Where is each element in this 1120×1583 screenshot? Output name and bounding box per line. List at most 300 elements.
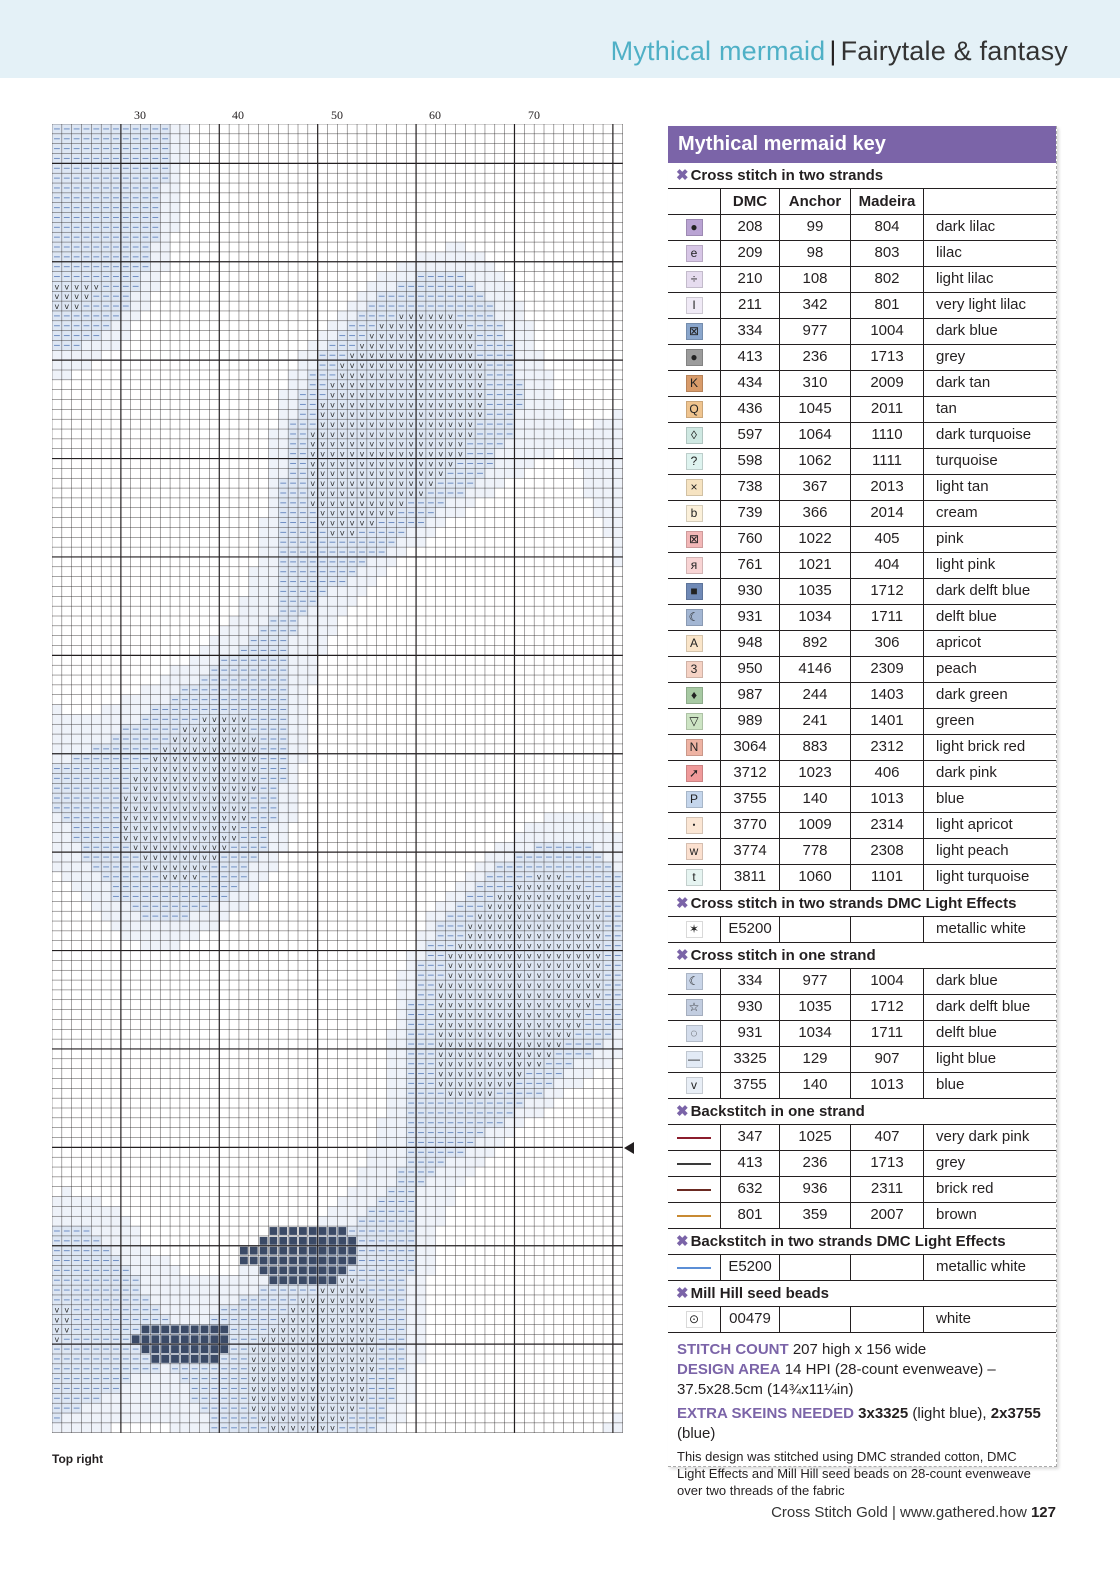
anchor-code: 1022 [780,527,851,552]
svg-text:v: v [339,390,345,400]
thread-symbol-icon: ? [686,453,703,470]
thread-symbol-icon: ☾ [686,609,703,626]
svg-text:v: v [379,449,385,459]
svg-text:v: v [536,872,542,882]
svg-text:v: v [143,813,148,823]
svg-text:v: v [448,1049,453,1059]
svg-text:v: v [320,410,325,420]
svg-text:v: v [428,469,434,479]
svg-text:v: v [339,361,345,370]
svg-text:v: v [448,331,453,341]
svg-text:v: v [477,1030,483,1040]
dmc-code: 632 [721,1177,780,1202]
madeira-code [851,917,924,942]
svg-text:v: v [438,459,444,469]
svg-text:v: v [457,1039,463,1049]
svg-text:v: v [457,980,463,990]
svg-text:v: v [221,744,227,754]
cross-icon: ✖ [676,1103,689,1120]
dmc-code: 989 [721,709,780,734]
svg-text:v: v [133,793,139,803]
svg-text:v: v [595,990,601,1000]
svg-text:v: v [418,429,424,439]
svg-text:v: v [448,1030,453,1040]
svg-text:v: v [536,892,542,902]
svg-text:v: v [389,469,394,479]
center-marker-arrow-icon [624,1142,634,1154]
svg-text:v: v [369,420,375,430]
anchor-code: 977 [780,319,851,344]
svg-text:v: v [408,479,414,489]
svg-text:v: v [398,370,404,380]
cross-icon: ✖ [676,895,689,912]
svg-text:v: v [369,410,375,420]
thread-name: grey [936,348,966,365]
svg-text:v: v [497,1020,503,1030]
svg-text:v: v [320,449,325,459]
madeira-code: 1004 [851,969,924,994]
svg-text:v: v [398,439,404,449]
svg-text:v: v [477,1069,483,1079]
svg-text:v: v [143,862,148,872]
svg-text:v: v [221,843,227,853]
svg-text:v: v [457,990,463,1000]
dmc-code: E5200 [721,1255,780,1280]
svg-text:v: v [517,980,522,990]
svg-text:v: v [507,980,512,990]
svg-text:v: v [438,1010,444,1020]
svg-text:v: v [408,341,414,351]
svg-text:v: v [507,902,512,912]
svg-text:v: v [389,488,394,498]
svg-text:v: v [428,449,434,459]
anchor-code: 1025 [780,1125,851,1150]
svg-text:v: v [546,1000,552,1010]
dmc-code: 987 [721,683,780,708]
thread-name: very light lilac [936,296,1027,313]
extra-skein-b: 2x3755 [990,1405,1041,1422]
svg-text:v: v [477,941,483,951]
thread-name: light pink [936,556,996,573]
madeira-code: 306 [851,631,924,656]
svg-text:v: v [330,518,335,528]
svg-text:v: v [152,862,158,872]
svg-text:v: v [467,941,473,951]
svg-text:v: v [517,882,522,892]
svg-text:v: v [546,1049,552,1059]
svg-text:v: v [349,380,355,390]
svg-text:v: v [349,508,355,518]
svg-text:v: v [231,725,237,735]
cross-icon: ✖ [676,1233,689,1250]
svg-text:v: v [566,1020,571,1030]
thread-name: light peach [936,842,1009,859]
svg-text:v: v [428,370,434,380]
svg-text:v: v [438,400,444,410]
svg-text:v: v [143,833,148,843]
dmc-code: 209 [721,241,780,266]
svg-text:v: v [546,961,552,971]
key-row [668,1307,1056,1333]
svg-text:v: v [182,823,188,833]
svg-text:v: v [211,725,217,735]
svg-text:v: v [546,951,552,961]
svg-text:v: v [467,400,473,410]
svg-text:v: v [566,1010,571,1020]
svg-text:v: v [133,823,139,833]
svg-text:v: v [389,429,394,439]
svg-text:v: v [369,518,375,528]
svg-text:v: v [221,764,227,774]
svg-text:v: v [487,941,493,951]
svg-text:v: v [349,1285,355,1295]
svg-text:v: v [507,1010,512,1020]
madeira-code: 802 [851,267,924,292]
svg-text:v: v [517,1030,522,1040]
svg-text:v: v [202,715,207,725]
anchor-code: 310 [780,371,851,396]
svg-text:v: v [457,331,463,341]
svg-text:v: v [231,813,237,823]
svg-text:v: v [369,351,375,361]
svg-text:v: v [536,951,542,961]
svg-text:v: v [477,370,483,380]
svg-text:v: v [507,990,512,1000]
dmc-code: 208 [721,215,780,240]
svg-text:v: v [457,370,463,380]
svg-text:v: v [457,380,463,390]
madeira-code: 1711 [851,1021,924,1046]
svg-text:v: v [133,843,139,853]
svg-text:v: v [330,439,335,449]
anchor-code: 342 [780,293,851,318]
anchor-code: 236 [780,345,851,370]
svg-text:v: v [418,479,424,489]
svg-text:v: v [330,488,335,498]
svg-text:v: v [162,813,168,823]
svg-text:v: v [369,361,375,370]
svg-text:v: v [162,843,168,853]
svg-text:v: v [369,390,375,400]
svg-text:v: v [556,961,562,971]
anchor-code: 1034 [780,1021,851,1046]
svg-text:v: v [438,1069,444,1079]
svg-text:v: v [152,764,158,774]
svg-text:v: v [566,931,571,941]
anchor-code: 129 [780,1047,851,1072]
svg-text:v: v [438,469,444,479]
svg-text:v: v [369,1295,375,1305]
svg-text:v: v [585,951,591,961]
svg-text:v: v [241,803,247,813]
stitch-count-label: STITCH COUNT [677,1341,789,1358]
svg-text:v: v [566,921,571,931]
svg-text:v: v [477,380,483,390]
svg-text:v: v [536,902,542,912]
svg-text:v: v [349,410,355,420]
svg-text:v: v [172,813,178,823]
svg-text:v: v [54,1305,60,1315]
svg-text:v: v [320,429,325,439]
svg-text:v: v [585,892,591,902]
svg-text:v: v [202,862,207,872]
svg-text:v: v [428,321,434,331]
key-row [668,501,1056,527]
thread-symbol-icon: K [686,375,703,392]
thread-symbol-icon: t [686,869,703,886]
svg-text:v: v [172,784,178,794]
svg-text:v: v [162,803,168,813]
svg-text:v: v [526,1049,532,1059]
svg-text:v: v [369,380,375,390]
svg-text:v: v [477,1049,483,1059]
svg-text:v: v [182,833,188,843]
svg-text:v: v [379,508,385,518]
svg-text:v: v [389,370,394,380]
madeira-code: 1711 [851,605,924,630]
svg-text:v: v [536,990,542,1000]
svg-text:v: v [192,853,198,862]
thread-name: light brick red [936,738,1026,755]
svg-text:v: v [54,301,60,311]
svg-text:v: v [349,1295,355,1305]
beads-rows [668,1307,1056,1333]
thread-name: cream [936,504,978,521]
svg-text:v: v [438,351,444,361]
madeira-code: 2308 [851,839,924,864]
svg-text:v: v [438,1020,444,1030]
svg-text:v: v [576,912,581,922]
svg-text:v: v [379,439,385,449]
svg-text:v: v [497,1039,503,1049]
svg-text:v: v [241,754,247,764]
svg-text:v: v [152,784,158,794]
svg-text:v: v [143,774,148,784]
svg-text:v: v [241,793,247,803]
svg-text:v: v [438,321,444,331]
svg-text:v: v [566,980,571,990]
svg-text:v: v [162,862,168,872]
dmc-code: 738 [721,475,780,500]
key-row [668,397,1056,423]
svg-text:v: v [369,449,375,459]
svg-text:v: v [172,754,178,764]
svg-text:v: v [172,843,178,853]
svg-text:v: v [536,912,542,922]
svg-text:v: v [526,931,532,941]
thread-symbol-icon: ● [686,349,703,366]
svg-text:v: v [497,892,503,902]
svg-text:v: v [379,469,385,479]
thread-symbol-icon: ⊙ [686,1311,703,1328]
svg-text:v: v [192,813,198,823]
key-row [668,267,1056,293]
svg-text:v: v [408,488,414,498]
dmc-code: E5200 [721,917,780,942]
svg-text:v: v [507,1000,512,1010]
col-madeira: Madeira [851,189,924,214]
svg-text:v: v [182,813,188,823]
svg-text:v: v [123,823,129,833]
svg-text:v: v [497,921,503,931]
svg-text:v: v [536,931,542,941]
thread-symbol-icon: ⊠ [686,323,703,340]
svg-text:v: v [251,734,257,744]
svg-text:v: v [487,1039,493,1049]
svg-text:v: v [369,429,375,439]
svg-text:v: v [546,980,552,990]
backstitch-one-rows [668,1125,1056,1229]
svg-text:v: v [507,1079,512,1089]
svg-text:v: v [418,410,424,420]
dmc-code: 760 [721,527,780,552]
svg-text:v: v [221,803,227,813]
anchor-code: 1064 [780,423,851,448]
svg-text:v: v [192,833,198,843]
svg-text:v: v [526,961,532,971]
svg-text:v: v [497,1049,503,1059]
svg-text:v: v [457,1089,463,1099]
thread-name: light blue [936,1050,997,1067]
dmc-code: 3064 [721,735,780,760]
svg-text:v: v [438,341,444,351]
thread-name: blue [936,790,965,807]
svg-text:v: v [457,410,463,420]
key-row [668,1073,1056,1099]
dmc-code: 3774 [721,839,780,864]
thread-symbol-icon: ◊ [686,427,703,444]
svg-text:v: v [497,931,503,941]
svg-text:v: v [349,1276,355,1286]
cross-icon: ✖ [676,1285,689,1302]
col-dmc: DMC [721,189,780,214]
key-row [668,423,1056,449]
svg-text:v: v [408,429,414,439]
svg-text:v: v [221,833,227,843]
svg-text:v: v [211,784,217,794]
thread-symbol-icon: ⊠ [686,531,703,548]
svg-text:v: v [497,1030,503,1040]
svg-text:v: v [477,1020,483,1030]
svg-text:v: v [546,931,552,941]
svg-text:v: v [310,439,316,449]
svg-text:v: v [330,390,335,400]
thread-name: white [936,1310,972,1327]
svg-text:v: v [398,459,404,469]
svg-text:v: v [477,980,483,990]
svg-text:v: v [369,498,375,508]
svg-text:v: v [418,361,424,370]
svg-text:v: v [556,951,562,961]
svg-text:v: v [143,764,148,774]
thread-name: dark green [936,686,1008,703]
backstitch-line-icon [677,1189,711,1191]
svg-text:v: v [448,990,453,1000]
svg-text:v: v [389,508,394,518]
svg-text:v: v [182,774,188,784]
svg-text:v: v [467,1010,473,1020]
svg-text:v: v [467,1049,473,1059]
svg-text:v: v [349,351,355,361]
svg-text:v: v [162,754,168,764]
svg-text:v: v [310,469,316,479]
stitch-count: 207 high x 156 wide [792,1341,927,1358]
svg-text:v: v [349,361,355,370]
svg-text:v: v [507,1059,512,1069]
svg-text:v: v [536,921,542,931]
svg-text:v: v [202,744,207,754]
svg-text:v: v [467,1059,473,1069]
svg-text:v: v [556,1020,562,1030]
svg-text:v: v [241,725,247,735]
madeira-code [851,1255,924,1280]
svg-text:v: v [418,488,424,498]
svg-text:v: v [467,1079,473,1089]
svg-text:v: v [536,1059,542,1069]
svg-text:v: v [546,902,552,912]
svg-text:v: v [152,803,158,813]
svg-text:v: v [320,400,325,410]
key-row [668,345,1056,371]
column-number: 60 [429,108,441,122]
svg-text:v: v [349,459,355,469]
svg-text:v: v [418,390,424,400]
svg-text:v: v [448,980,453,990]
key-row [668,241,1056,267]
column-number: 30 [134,108,146,122]
thread-name: light lilac [936,270,994,287]
svg-text:v: v [408,311,414,321]
madeira-code: 801 [851,293,924,318]
anchor-code: 236 [780,1151,851,1176]
key-row [668,1255,1056,1281]
svg-text:v: v [517,951,522,961]
svg-text:v: v [369,459,375,469]
svg-text:v: v [585,941,591,951]
svg-text:v: v [359,449,365,459]
svg-text:v: v [507,921,512,931]
svg-text:v: v [162,833,168,843]
svg-text:v: v [576,1000,581,1010]
svg-text:v: v [457,1020,463,1030]
svg-text:v: v [152,813,158,823]
svg-text:v: v [595,941,601,951]
thread-name: dark tan [936,374,991,391]
svg-text:v: v [369,439,375,449]
svg-text:v: v [467,951,473,961]
svg-text:v: v [566,892,571,902]
svg-text:v: v [182,803,188,813]
svg-text:v: v [418,370,424,380]
thread-symbol-icon: — [686,1051,703,1068]
svg-text:v: v [74,301,79,311]
svg-text:v: v [497,1059,503,1069]
svg-text:v: v [408,331,414,341]
svg-text:v: v [221,754,227,764]
svg-text:v: v [448,390,453,400]
svg-text:v: v [595,961,601,971]
svg-text:v: v [192,823,198,833]
svg-text:v: v [369,469,375,479]
svg-text:v: v [330,410,335,420]
svg-text:v: v [251,754,257,764]
madeira-code: 1712 [851,995,924,1020]
madeira-code: 406 [851,761,924,786]
svg-text:v: v [448,361,453,370]
svg-text:v: v [526,971,532,981]
svg-text:v: v [428,390,434,400]
madeira-code: 1712 [851,579,924,604]
